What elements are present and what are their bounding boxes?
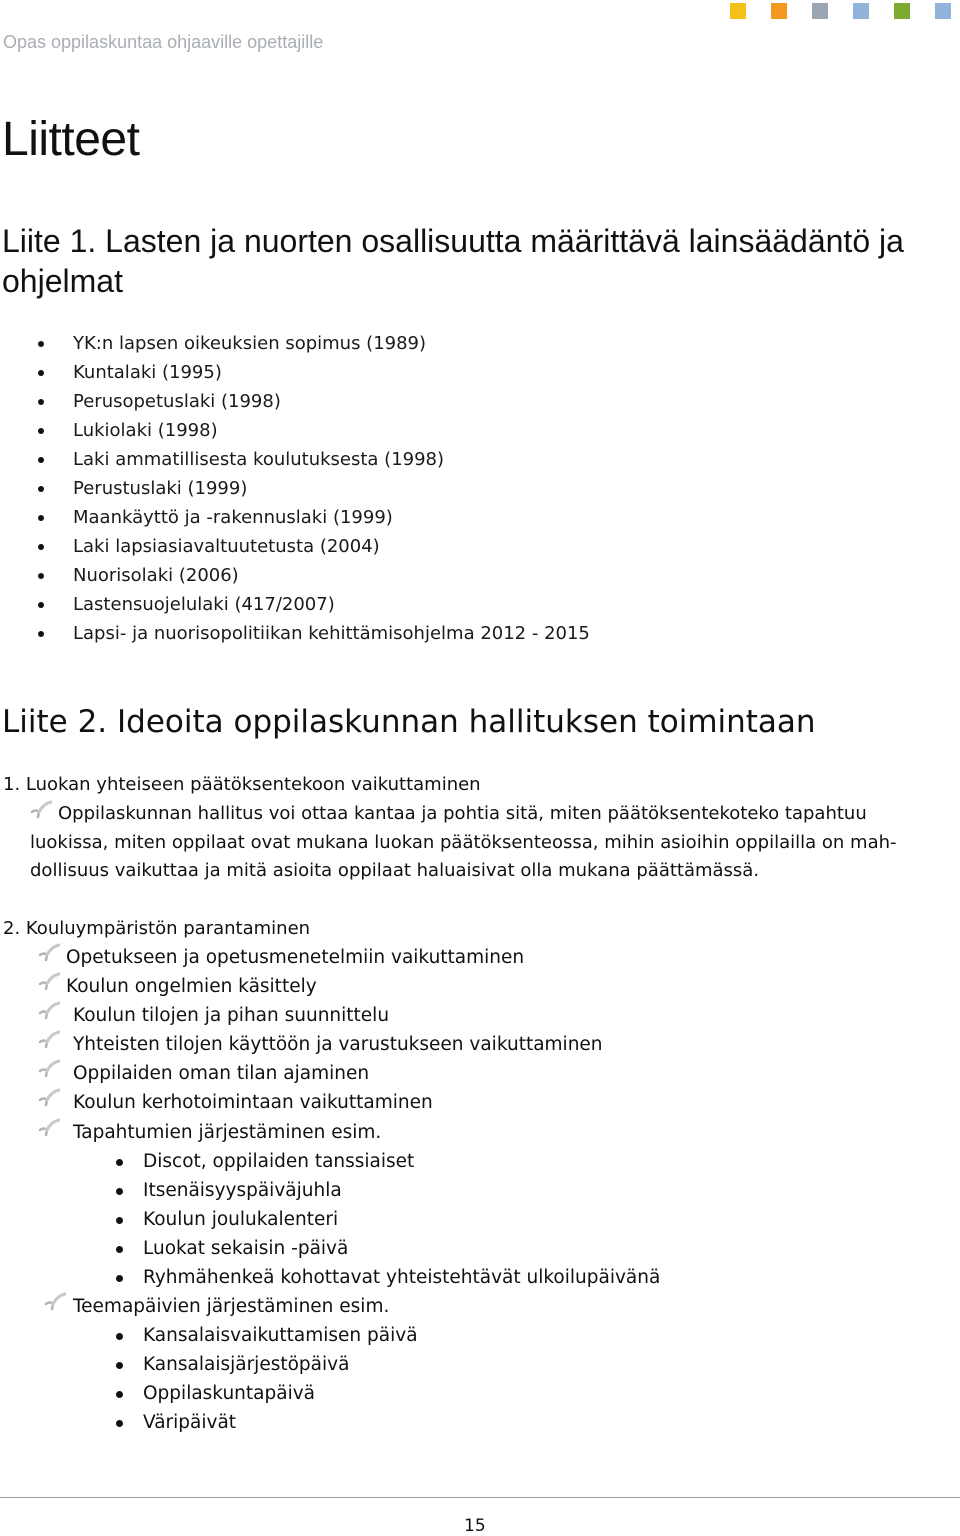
footer-divider — [0, 1497, 960, 1498]
bullet-icon — [38, 515, 44, 521]
bullet-icon — [116, 1275, 123, 1282]
section1-title: 1. Luokan yhteiseen päätöksentekoon vaikuttaminen — [3, 774, 481, 795]
checkmark-icon — [38, 1059, 60, 1079]
bullet-icon — [116, 1188, 123, 1195]
color-square — [812, 3, 828, 19]
check-list-item: Oppilaiden oman tilan ajaminen — [73, 1063, 370, 1084]
bullet-icon — [38, 602, 44, 608]
color-square — [853, 3, 869, 19]
bullet-icon — [116, 1217, 123, 1224]
bullet-icon — [116, 1246, 123, 1253]
section1-paragraph — [30, 800, 950, 886]
paragraph-line: Oppilaskunnan hallitus voi ottaa kantaa ja pohtia sitä, miten päätöksentekoteko tapahtuu — [58, 803, 867, 824]
bullet-icon — [38, 428, 44, 434]
check-list-item: Koulun kerhotoimintaan vaikuttaminen — [73, 1092, 433, 1113]
bullet-icon — [38, 486, 44, 492]
liite1-heading-line2: ohjelmat — [2, 263, 123, 299]
page-title: Liitteet — [2, 113, 140, 166]
checkmark-icon — [38, 1001, 60, 1021]
bullet-icon — [38, 631, 44, 637]
paragraph-line: luokissa, miten oppilaat ovat mukana luokan päätöksenteossa, mihin asioihin oppilailla on mah- — [30, 831, 897, 853]
checkmark-icon — [38, 972, 60, 992]
bullet-icon — [116, 1362, 123, 1369]
color-square — [935, 3, 951, 19]
check-list-item: Yhteisten tilojen käyttöön ja varustukseen vaikuttaminen — [73, 1034, 603, 1055]
liite1-heading — [2, 221, 957, 301]
check-list-item: Tapahtumien järjestäminen esim. — [73, 1122, 382, 1143]
checkmark-icon — [38, 1030, 60, 1050]
liite2-heading: Liite 2. Ideoita oppilaskunnan hallituksen toimintaan — [2, 704, 816, 740]
color-square — [894, 3, 910, 19]
check-list-item: Koulun ongelmien käsittely — [66, 976, 317, 997]
checkmark-icon — [38, 943, 60, 963]
bullet-icon — [38, 399, 44, 405]
bullet-icon — [38, 573, 44, 579]
color-square — [730, 3, 746, 19]
checkmark-icon — [44, 1292, 66, 1312]
bullet-icon — [38, 544, 44, 550]
checkmark-icon — [38, 1118, 60, 1138]
bullet-icon — [116, 1333, 123, 1340]
color-squares — [730, 3, 952, 21]
bullet-icon — [116, 1391, 123, 1398]
running-header: Opas oppilaskuntaa ohjaaville opettajille — [3, 32, 324, 52]
check-list-item: Koulun tilojen ja pihan suunnittelu — [73, 1005, 390, 1026]
checkmark-icon — [38, 1088, 60, 1108]
check-list-item: Teemapäivien järjestäminen esim. — [73, 1296, 390, 1317]
bullet-icon — [38, 457, 44, 463]
color-square — [771, 3, 787, 19]
liite1-heading-line1: Liite 1. Lasten ja nuorten osallisuutta määrittävä lainsäädäntö ja — [2, 223, 904, 259]
bullet-icon — [38, 341, 44, 347]
page-number: 15 — [464, 1516, 486, 1536]
paragraph-line: dollisuus vaikuttaa ja mitä asioita oppilaat haluaisivat olla mukana päättämässä. — [30, 860, 760, 881]
bullet-icon — [116, 1159, 123, 1166]
bullet-icon — [38, 370, 44, 376]
check-list-item: Opetukseen ja opetusmenetelmiin vaikuttaminen — [66, 947, 525, 968]
section2-title: 2. Kouluympäristön parantaminen — [3, 918, 311, 939]
bullet-icon — [116, 1420, 123, 1427]
